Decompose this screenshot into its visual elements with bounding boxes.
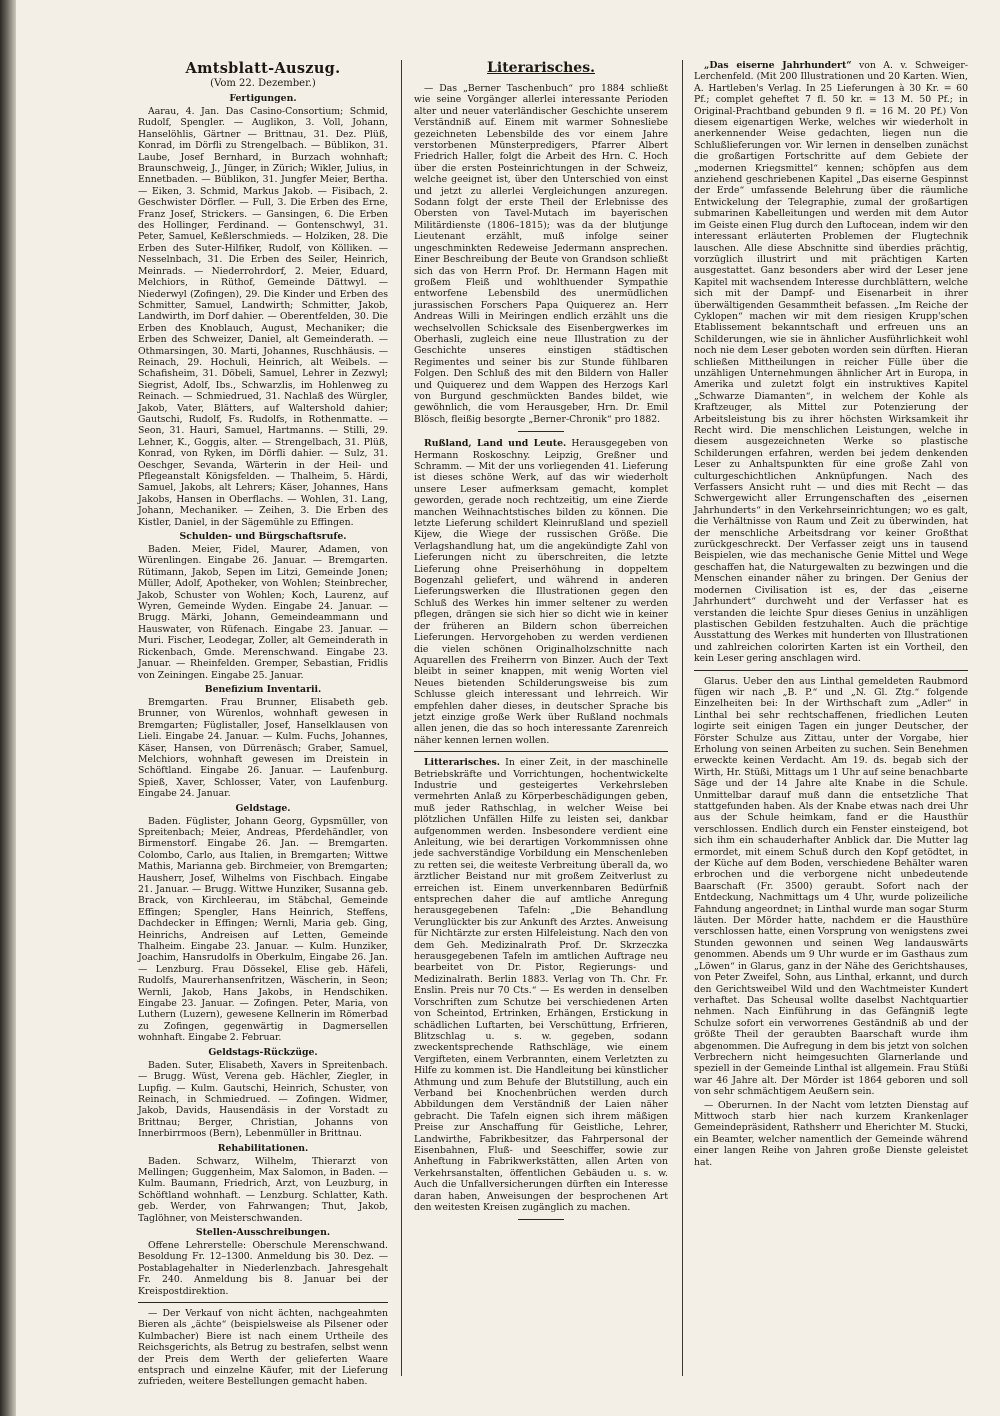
- column-rule-left: [401, 60, 402, 1376]
- article-litterarisches: [414, 757, 668, 1213]
- article-eiserne-jahrhundert-text: von A. v. Schweiger-Lerchenfeld. (Mit 200 Illustrationen und 20 Karten. Wien, A. Hartleben's Verlag. In 25 Lieferungen à 30 Kr. = 60 Pf.; complet geheftet 7 fl. 50 kr. = 13 M. 50 Pf.; in Original-Prachtband gebunden 9 fl. = 16 M. 20 Pf.) Von diesem eigenartigen Werke, welches wir wiederholt in anerkennender Weise gedachten, liegen nun die Schlußlieferungen vor. Wir lernen in denselben zunächst die großartigen Fortschritte auf dem Gebiete der „modernen Kriegsmittel“ kennen; schöpfen aus dem anziehend geschriebenen Kapitel „Das eiserne Gespinnst der Erde“ umfassende Belehrung über die räumliche Entwickelung der Telegraphie, zumal der großartigen submarinen Kabelleitungen und werden mit dem Autor im Geiste einen Flug durch den Luftocean, indem wir den interessant erläuterten Problemen der Flugtechnik lauschen. Alle diese Abschnitte sind überdies prächtig, vorzüglich illustrirt und mit prächtigen Karten ausgestattet. Ganz besonders aber wird der Leser jene Kapitel mit wachsendem Interesse durchblättern, welche sich mit der Dampf- und Eisenarbeit in ihrer überwältigenden Gesammtheit befassen. „Im Reiche der Cyklopen“ machen wir mit dem riesigen Krupp'schen Etablissement bekanntschaft und erfreuen uns an Schilderungen, wie sie in ähnlicher Ausführlichkeit wohl noch nie dem Leser geboten worden sein dürften. Hieran schließen Mittheilungen in reicher Fülle über die unzähligen Unternehmungen ähnlicher Art in Europa, in Amerika und zuletzt folgt ein instruktives Kapitel „Schwarze Diamanten“, in welchem der Kohle als Kraftzeuger, als Mittel zur Potenzierung der Arbeitsleistung bis zu ihrer höchsten Wirksamkeit ihr Recht wird. Die menschlichen Leistungen, welche in diesem ausgezeichneten Werke so plastische Schilderungen erfahren, werden bei jedem denkenden Leser zu Anhaltspunkten für eine große Zahl von culturgeschichtlichen Anknüpfungen. Nach des Verfassers Ansicht ruht — und dies mit Recht — das Schwergewicht aller Errungenschaften des „eisernen Jahrhunderts“ in den Verkehrseinrichtungen; wo es galt, die Verhältnisse von Raum und Zeit zu überwinden, hat der menschliche Arbeitsdrang vor keiner Großthat zurückgeschreckt. Der Verfasser zeigt uns in tausend Beispielen, wie das mechanische Genie Mittel und Wege geschaffen hat, die Naturgewalten zu bezwingen und die Menschen einander näher zu bringen. Der Genius der modernen Civilisation ist es, der das „eiserne Jahrhundert“ durchweht und der Verfasser hat es verstanden die leichte Spur dieses Genius in unzähligen plastischen Gebilden festzuhalten. Auch die prächtige Ausstattung des Werkes mit hunderten von Illustrationen und zahlreichen colorirten Karten ist ein Vortheil, den kein Leser gering anschlagen wird.: [694, 60, 968, 665]
- binding-edge: [0, 0, 16, 1416]
- section-heading-schulden: Schulden- und Bürgschaftsrufe.: [179, 531, 347, 543]
- column1-date: (Vom 22. Dezember.): [210, 78, 316, 89]
- column1-masthead: Amtsblatt-Auszug.: [185, 60, 341, 77]
- section-heading-fertigungen: Fertigungen.: [229, 93, 297, 104]
- article-divider: [694, 670, 968, 671]
- column-literary: [414, 60, 668, 1376]
- article-oberurnen: — Oberurnen. In der Nacht vom letzten Dienstag auf Mittwoch starb hier nach kurzem Krankenlager Gemeindepräsident, Rathsherr und Eherichter M. Stucki, ein Beamter, welcher namentlich der Gemeinde während einer langen Reihe von Jahren große Dienste geleistet hat.: [694, 1099, 968, 1168]
- section-text-rueckzuege: Baden. Suter, Elisabeth, Xavers in Spreitenbach. — Brugg. Wüst, Verena geb. Hächler, Ziegler, in Lupfig. — Kulm. Gautschi, Heinrich, Schuster, von Reinach, in Schmiedrued. — Zofingen. Widmer, Jakob, Davids, Hausendäsis in der Vorstadt zu Brittnau; Berger, Christian, Johanns von Innerbirrmoos (Bern), Lebenmüller in Brittnau.: [138, 1059, 388, 1140]
- article-eiserne-jahrhundert: [694, 60, 968, 665]
- section-heading-stellen: Stellen-Ausschreibungen.: [195, 1226, 331, 1238]
- article-eiserne-jahrhundert-title: „Das eiserne Jahrhundert“: [704, 60, 852, 71]
- section-heading-benefizium: Benefizium Inventarii.: [204, 683, 322, 695]
- column1-divider: [138, 1302, 388, 1303]
- article-litterarisches-text: In einer Zeit, in der maschinelle Betriebskräfte und Vorrichtungen, hochentwickelte Industrie und gesteigertes Verkehrsleben vermehrten Anlaß zu Körperbeschädigungen geben, muß jeder Rathschlag, in welcher Weise bei plötzlichen Unfällen Hilfe zu leisten sei, dankbar aufgenommen werden. Insbesondere verdient eine Anleitung, wie bei derartigen Vorkommnissen ohne jede sachverständige Vorbildung ein Menschenleben zu retten sei, die weiteste Verbreitung überall da, wo ärztlicher Beistand nur mit großem Zeitverlust zu erreichen ist. Einem unverkennbaren Bedürfniß entsprechen daher die auf amtliche Anregung herausgegebenen Tafeln: „Die Behandlung Verunglückter bis zur Ankunft des Arztes. Anweisung für Nichtärzte zur ersten Hilfeleistung. Nach den von dem Geh. Medizinalrath Prof. Dr. Skrzeczka herausgegebenen Tafeln im amtlichen Auftrage neu bearbeitet von Dr. Pistor, Regierungs- und Medizinalrath. Berlin 1883. Verlag von Th. Chr. Fr. Enslin. Preis nur 70 Cts.“ — Es werden in denselben Vorschriften zum Schutze bei verschiedenen Arten von Scheintod, Ertrinken, Erhängen, Erstickung in schädlichen Luftarten, bei Verschüttung, Erfrieren, Blitzschlag u. s. w. gegeben, sodann zweckentsprechende Rathschläge, wie einem Vergifteten, einem Verbrannten, einem Verletzten zu Hilfe zu kommen ist. Die Handleitung bei künstlicher Athmung und zum Behufe der Blutstillung, auch ein Verband bei Knochenbrüchen werden durch Abbildungen dem Verständniß der Laien näher gebracht. Die Tafeln eignen sich ihrem mäßigen Preise zur Anschaffung für Geistliche, Lehrer, Landwirthe, Fabrikbesitzer, das Fahrpersonal der Eisenbahnen, Fluß- und Seeschiffer, sowie zur Anheftung in Fabrikwerkstätten, allen Arten von Verkehrsanstalten, öffentlichen Gebäuden u. s. w. Auch die Unfallversicherungen dürften ein Interesse daran haben, Anweisungen der besprochenen Art den weitesten Kreisen zugänglich zu machen.: [414, 757, 668, 1213]
- column-official-gazette: [138, 60, 388, 1388]
- section-text-geldstage: Baden. Füglister, Johann Georg, Gypsmüller, von Spreitenbach; Meier, Andreas, Pferdehändler, von Birmenstorf. Eingabe 26. Jan. — Bremgarten. Colombo, Carlo, aus Italien, in Bremgarten; Wittwe Mathis, Marianna geb. Birchmeier, von Bremgarten; Hausherr, Josef, Wilhelms von Fischbach. Eingabe 21. Januar. — Brugg. Wittwe Hunziker, Susanna geb. Brack, von Kirchleerau, im Stäbchal, Gemeinde Effingen; Spengler, Hans Heinrich, Steffens, Dachdecker in Effingen; Wernli, Maria geb. Ging, Heinrichs, Andreisen auf Letten, Gemeinde Thalheim. Eingabe 23. Januar. — Kulm. Hunziker, Joachim, Hansrudolfs in Oberkulm, Eingabe 26. Jan. — Lenzburg. Frau Dössekel, Elise geb. Häfeli, Rudolfs, Maurerhansenfritzen, Wäscherin, in Seon; Wernli, Jakob, Hans Jakobs, in Hendschiken. Eingabe 23. Januar. — Zofingen. Peter, Maria, von Luthern (Luzern), gewesene Kellnerin im Römerbad zu Zofingen, gegenwärtig in Dagmersellen wohnhaft. Eingabe 2. Februar.: [138, 815, 388, 1044]
- column-rule-right: [682, 60, 683, 1376]
- section-heading-rueckzuege: Geldstags-Rückzüge.: [208, 1046, 318, 1058]
- section-text-fertigungen: Aarau, 4. Jan. Das Casino-Consortium; Schmid, Rudolf, Spengler. — Auglikon, 3. Voll, Johann, Hanselöhlis, Gärtner — Brittnau, 31. Dez. Plüß, Konrad, im Dörfli zu Strengelbach. — Büblikon, 31. Laube, Josef Bernhard, in Burzach wohnhaft; Braunschweig, J., Jünger, in Zürich; Wikler, Julius, in Ennetbaden. — Büblikon, 31. Jungfer Meier, Bertha. — Eiken, 3. Schmid, Markus Jakob. — Fisibach, 2. Geschwister Dörfler. — Full, 3. Die Erben des Erne, Franz Josef, Strickers. — Gansingen, 6. Die Erben des Hollinger, Ferdinand. — Gontenschwyl, 31. Peter, Samuel, Keßlerschmieds. — Holziken, 28. Die Erben des Suter-Hilfiker, Rudolf, von Kölliken. — Nesselnbach, 31. Die Erben des Seiler, Heinrich, Meinrads. — Niederrohrdorf, 2. Meier, Eduard, Melchiors, in Rüthof, Gemeinde Dättwyl. — Niederwyl (Zofingen), 29. Die Kinder und Erben des Schmitter, Samuel, Landwirth; Schmitter, Jakob, Landwirth, im Dorf dahier. — Oberentfelden, 30. Die Erben des Knoblauch, August, Mechaniker; die Erben des Schweizer, Daniel, alt Gemeinderath. — Othmarsingen, 30. Marti, Johannes, Ruschhäusis. — Reinach, 29. Hochuli, Heinrich, alt Weibels. — Schafisheim, 31. Döbeli, Samuel, Lehrer in Zezwyl; Siegrist, Adolf, Ibs., Schwarzlis, im Hohlenweg zu Reinach. — Schmiedrued, 31. Nachlaß des Würgler, Jakob, Vater, Blätters, auf Waltershold dahier; Gautschi, Rudolf, Fs. Rudolfs, in Rothenmatte. — Seon, 31. Hauri, Samuel, Hartmanns. — Stilli, 29. Lehner, K., Goggis, alter. — Strengelbach, 31. Plüß, Konrad, von Ryken, im Dörfli dahier. — Sulz, 31. Oeschger, Sevanda, Wärterin in der Heil- und Pflegeanstalt Königsfelden. — Thalheim, 5. Härdi, Samuel, Jakobs, alt Lehrers; Käser, Johannes, Hans Jakobs, Hansen in Oberflachs. — Wohlen, 31. Lang, Johann, Mechaniker. — Zeihen, 3. Die Erben des Kistler, Daniel, in der Sägemühle zu Effingen.: [138, 106, 388, 528]
- article-russland: [414, 438, 668, 746]
- article-divider: [414, 751, 668, 752]
- article-russland-text: Herausgegeben von Hermann Roskoschny. Leipzig, Greßner und Schramm. — Mit der uns vorliegenden 41. Lieferung ist dieses schöne Werk, auf das wir wiederholt unsere Leser aufmerksam gemacht, komplet geworden, gerade noch rechtzeitig, um eine Zierde manchen Weihnachtstisches bilden zu können. Die letzte Lieferung schildert Kleinrußland und speziell Kijew, die Wiege der russischen Größe. Die Verlagshandlung hat, um die angekündigte Zahl von Lieferungen nicht zu überschreiten, die letzte Lieferung ohne Preiserhöhung in doppeltem Bogenzahl geliefert, und während in anderen Lieferungswerken die Illustrationen gegen den Schluß des Werkes hin immer seltener zu werden pflegen, drängen sie sich hier so dicht wie in keiner der früheren an Bildern schon überreichen Lieferungen. Hervorgehoben zu werden verdienen die vielen schönen Originalholzschnitte nach Aquarellen des Freiherrn von Binzer. Auch der Text bleibt in seiner knappen, mit wenig Worten viel Neues bietenden Schilderungsweise bis zum Schlusse gleich interessant und lehrreich. Wir empfehlen daher dieses, in deutscher Sprache bis jetzt einzige große Werk über Rußland nochmals allen jenen, die das so hoch interessante Zarenreich näher kennen lernen wollen.: [414, 438, 668, 746]
- section-heading-rehabilitationen: Rehabilitationen.: [217, 1142, 309, 1154]
- section-text-schulden: Baden. Meier, Fidel, Maurer, Adamen, von Würenlingen. Eingabe 26. Januar. — Bremgarten. Rütimann, Jakob, Sepen im Litzi, Gemeinde Jonen; Müller, Adolf, Apotheker, von Wohlen; Steinbrecher, Jakob, Schuster von Wohlen; Koch, Laurenz, auf Wyren, Gemeinde Wyden. Eingabe 24. Januar. — Brugg. Märki, Johann, Gemeindeammann und Hauswater, von Rüfenach. Eingabe 23. Januar. — Muri. Fischer, Leodegar, Zoller, alt Gemeinderath in Rickenbach, Gmde. Merenschwand. Eingabe 23. Januar. — Rheinfelden. Gremper, Sebastian, Fridlis von Zeiningen. Eingabe 25. Januar.: [138, 544, 388, 681]
- column-news: [694, 60, 968, 1376]
- section-text-benefizium: Bremgarten. Frau Brunner, Elisabeth geb. Brunner, von Würenlos, wohnhaft gewesen in Bremgarten; Füglistaller, Josef, Hanselklausen von Lieli. Eingabe 24. Januar. — Kulm. Fuchs, Johannes, Käser, Hansen, von Dürrenäsch; Graber, Samuel, Melchiors, wohnhaft gewesen im Dreistein in Schöftland. Eingabe 26. Januar. — Laufenburg. Spieß, Xaver, Schlosser, Vater, von Laufenburg. Eingabe 24. Januar.: [138, 696, 388, 800]
- article-glarus: Glarus. Ueber den aus Linthal gemeldeten Raubmord fügen wir nach „B. P.“ und „N. Gl. Ztg.“ folgende Einzelheiten bei: In der Wirthschaft zum „Adler“ in Linthal bei sehr rechtschaffenen, friedlichen Leuten logirte seit einigen Tagen ein junger Deutscher, der Förster Schulze aus Zittau, unter der Vorgabe, hier Erholung von seinen Arbeiten zu suchen. Sein Benehmen erweckte keinen Verdacht. Am 19. ds. begab sich der Wirth, Hr. Stüßi, Mittags um 1 Uhr auf seine benachbarte Säge und der 14 Jahre alte Knabe in die Schule. Unmittelbar darauf muß dann die entsetzliche That stattgefunden haben. Als der Knabe etwas nach drei Uhr aus der Schule heimkam, fand er die Hausthür verschlossen. Endlich durch ein Fenster einsteigend, bot sich ihm ein schauderhafter Anblick dar. Die Mutter lag ermordet, mit einem Schuß durch den Kopf getödtet, in der Küche auf dem Boden, verschiedene Behälter waren erbrochen und die verborgene nicht unbedeutende Baarschaft (Fr. 3500) geraubt. Sofort nach der Entdeckung, Nachmittags um 4 Uhr, wurde polizeiliche Fahndung angeordnet; in Linthal wurde man sogar Sturm läuten. Der Mörder hatte, nachdem er die Hausthüre verschlossen hatte, einen Vorsprung von wenigstens zwei Stunden gewonnen und seinen Weg landauswärts genommen. Abends um 9 Uhr wurde er im Gasthaus zum „Löwen“ in Glarus, ganz in der Nähe des Gerichtshauses, von Peter Zweifel, Sohn, aus Linthal, erkannt, und durch den Gerichtsweibel Wild und den Wachtmeister Kundert verhaftet. Das Scheusal wollte daselbst Nachtquartier nehmen. Nach Einführung in das Gefängniß legte Schulze sofort ein verworrenes Geständniß ab und der größte Theil der geraubten Baarschaft wurde ihm abgenommen. Die Aufregung in dem bis jetzt von solchen Verbrechern nicht heimgesuchten Glarnerlande und speziell in der Gemeinde Linthal ist allgemein. Frau Stüßi war 46 Jahre alt. Der Mörder ist 1864 geboren und soll von sehr schmächtigem Aeußern sein.: [694, 675, 968, 1098]
- article-divider: [518, 1219, 564, 1220]
- article-russland-title: Rußland, Land und Leute.: [424, 438, 567, 450]
- article-divider: [518, 431, 564, 432]
- section-text-rehabilitationen: Baden. Schwarz, Wilhelm, Thierarzt von Mellingen; Guggenheim, Max Salomon, in Baden. — Kulm. Baumann, Friedrich, Arzt, von Leuzburg, in Schöftland wohnhaft. — Lenzburg. Schlatter, Kath. geb. Werder, von Fahrwangen; Thut, Jakob, Taglöhner, von Meisterschwanden.: [138, 1155, 388, 1224]
- column2-title: Literarisches.: [487, 60, 595, 76]
- section-heading-geldstage: Geldstage.: [235, 802, 291, 814]
- article-berner-taschenbuch: — Das „Berner Taschenbuch“ pro 1884 schließt wie seine Vorgänger allerlei interessante Perioden alter und neuer vaterländischer Geschichte unserem Verständniß auf. Einem mit warmer Sohnesliebe gezeichneten Lebensbilde des vor einem Jahre verstorbenen Münsterpredigers, Pfarrer Albert Friedrich Haller, folgt die Arbeit des Hrn. C. Hoch über die ersten Posteinrichtungen in der Schweiz, welche geeignet ist, über den Unterschied von einst und jetzt zu allerlei Vergleichungen anzuregen. Sodann folgt der erste Theil der Erlebnisse des Obersten von Tavel-Mutach im bayerischen Militärdienste (1806–1815); was da der blutjunge Lieutenant erzählt, muß infolge seiner ungeschminkten Redeweise Jedermann ansprechen. Einer Beschreibung der Beute von Grandson schließt sich das von Herrn Prof. Dr. Hermann Hagen mit großem Fleiß und wohlthuender Sympathie entworfene Lebensbild des unermüdlichen jurassischen Forschers Papa Quiquerez an. Herr Andreas Willi in Meiringen endlich erzählt uns die wechselvollen Schicksale des Eisenbergwerkes im Oberhasli, zugleich eine neue Illustration zu der Geschichte unseres einstigen städtischen Regimentes und seiner bis zur Stunde fühlbaren Folgen. Den Schluß des mit den Bildern von Haller und Quiquerez und dem Wappen des Herzogs Karl von Burgund geschmückten Bandes bildet, wie gewöhnlich, die vom Herausgeber, Hrn. Dr. Emil Blösch, fleißig besorgte „Berner-Chronik“ pro 1882.: [414, 83, 668, 425]
- column1-closing-article: — Der Verkauf von nicht ächten, nachgeahmten Bieren als „ächte“ (beispielsweise als Pilsener oder Kulmbacher) Biere ist nach einem Urtheile des Reichsgerichts, als Betrug zu bestrafen, selbst wenn der Preis dem Werth der gelieferten Waare entsprach und einzelne Käufer, mit der Lieferung zufrieden, weitere Bestellungen gemacht haben.: [138, 1308, 388, 1388]
- article-litterarisches-title: Litterarisches.: [424, 757, 500, 769]
- section-text-stellen: Offene Lehrerstelle: Oberschule Merenschwand. Besoldung Fr. 12–1300. Anmeldung bis 30. Dez. — Postablagehalter in Niederlenzbach. Jahresgehalt Fr. 240. Anmeldung bis 8. Januar bei der Kreispostdirektion.: [138, 1239, 388, 1297]
